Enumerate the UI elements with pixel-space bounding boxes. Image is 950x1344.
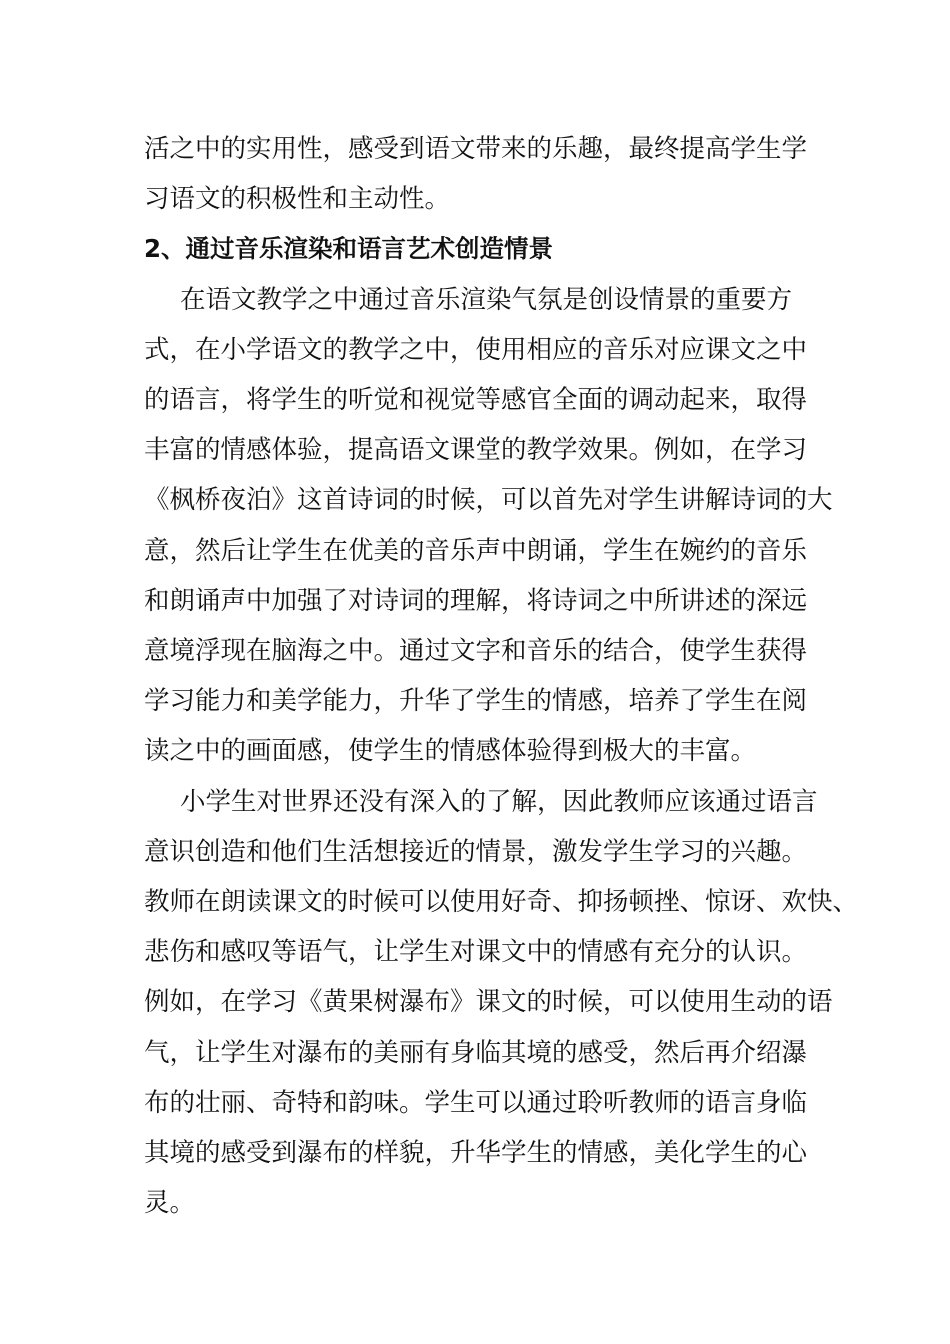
body-text-line: 悲伤和感叹等语气，让学生对课文中的情感有充分的认识。 — [144, 937, 808, 967]
body-text-line: 布的壮丽、奇特和韵味。学生可以通过聆听教师的语言身临 — [144, 1088, 808, 1118]
body-text-line: 活之中的实用性，感受到语文带来的乐趣，最终提高学生学 — [144, 134, 808, 164]
body-text-line: 学习能力和美学能力，升华了学生的情感，培养了学生在阅 — [144, 686, 808, 716]
body-text-line: 意识创造和他们生活想接近的情景，激发学生学习的兴趣。 — [144, 837, 808, 867]
body-text-line: 气，让学生对瀑布的美丽有身临其境的感受，然后再介绍瀑 — [144, 1038, 808, 1068]
body-text-line: 习语文的积极性和主动性。 — [144, 184, 451, 214]
body-text-line: 意境浮现在脑海之中。通过文字和音乐的结合，使学生获得 — [144, 636, 808, 666]
body-text-line: 式，在小学语文的教学之中，使用相应的音乐对应课文之中 — [144, 335, 808, 365]
body-text-line: 丰富的情感体验，提高语文课堂的教学效果。例如，在学习 — [144, 435, 808, 465]
body-text-line: 《枫桥夜泊》这首诗词的时候，可以首先对学生讲解诗词的大 — [144, 485, 833, 515]
body-text-line: 读之中的画面感，使学生的情感体验得到极大的丰富。 — [144, 736, 757, 766]
body-text-line: 的语言，将学生的听觉和视觉等感官全面的调动起来，取得 — [144, 385, 808, 415]
paragraph-first-line: 小学生对世界还没有深入的了解，因此教师应该通过语言 — [180, 787, 818, 817]
body-text-line: 例如，在学习《黄果树瀑布》课文的时候，可以使用生动的语 — [144, 987, 833, 1017]
body-text-line: 意，然后让学生在优美的音乐声中朗诵，学生在婉约的音乐 — [144, 536, 808, 566]
section-heading: 2、通过音乐渲染和语言艺术创造情景 — [144, 234, 554, 263]
paragraph-first-line: 在语文教学之中通过音乐渲染气氛是创设情景的重要方 — [180, 285, 793, 315]
body-text-line: 其境的感受到瀑布的样貌，升华学生的情感，美化学生的心 — [144, 1138, 808, 1168]
body-text-line: 灵。 — [144, 1188, 196, 1218]
body-text-line: 教师在朗读课文的时候可以使用好奇、抑扬顿挫、惊讶、欢快、 — [144, 887, 859, 917]
body-text-line: 和朗诵声中加强了对诗词的理解，将诗词之中所讲述的深远 — [144, 586, 808, 616]
